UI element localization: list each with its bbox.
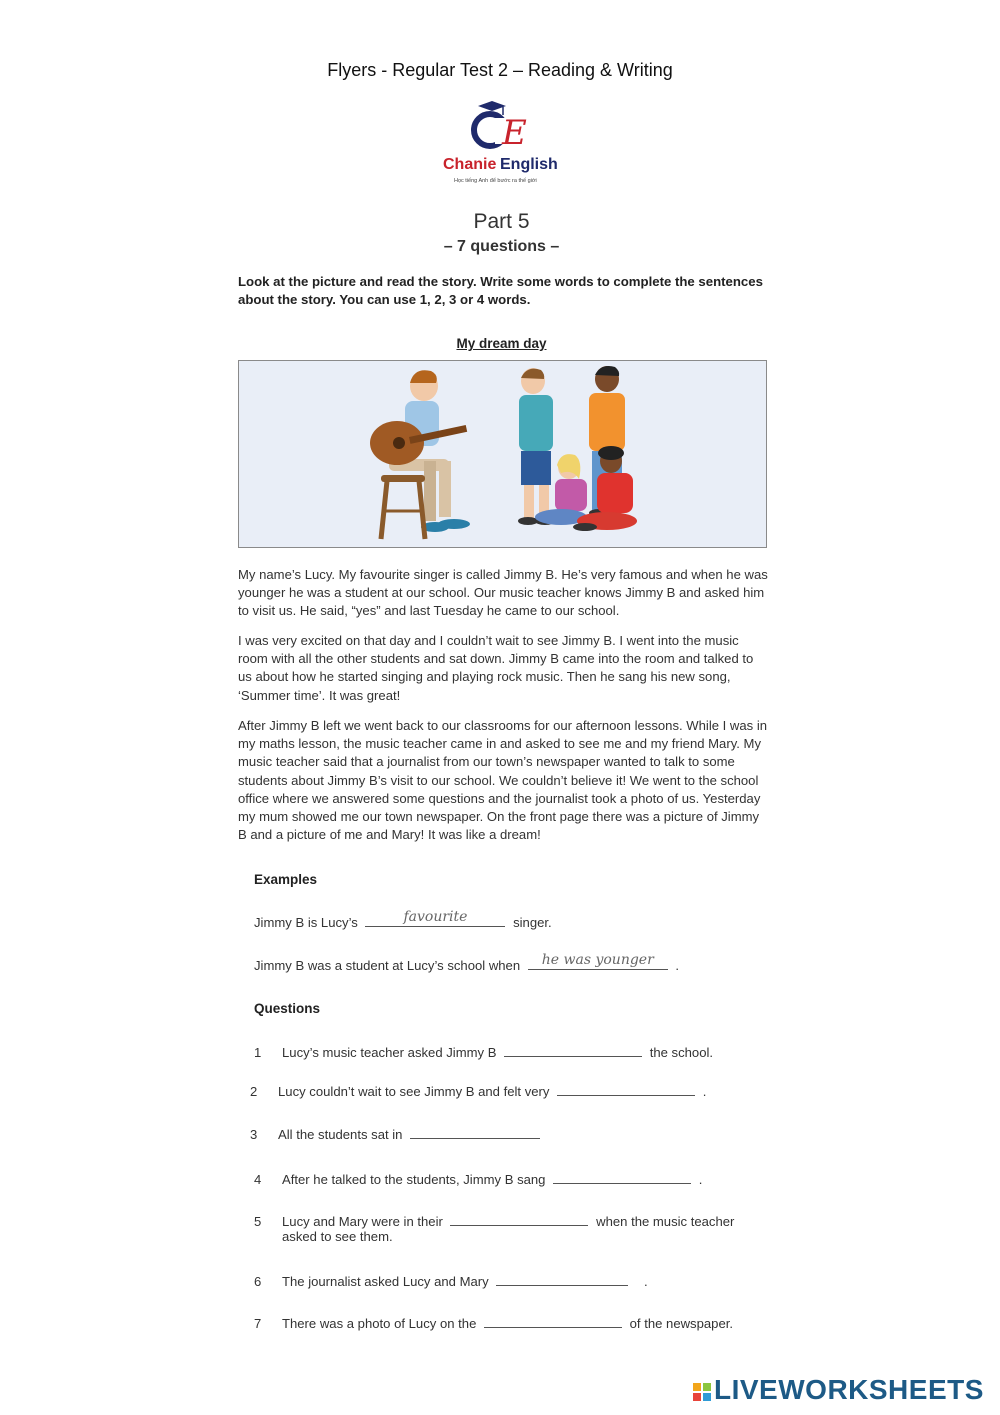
example-line-2 [254, 952, 680, 973]
question-5-text: Lucy and Mary were in their [282, 1214, 443, 1229]
question-1 [254, 1042, 713, 1060]
part-title: Part 5 [473, 210, 530, 233]
question-5-number: 5 [254, 1214, 262, 1229]
question-1-number: 1 [254, 1045, 262, 1060]
logo-brand-english: English [500, 156, 558, 173]
question-6-answer-input[interactable] [496, 1271, 628, 1286]
question-2-number: 2 [250, 1084, 258, 1099]
example-2-answer: he was younger [541, 952, 654, 968]
logo-emblem-icon [440, 100, 564, 186]
question-6-number: 6 [254, 1274, 262, 1289]
question-6-text: The journalist asked Lucy and Mary [282, 1274, 489, 1289]
question-5-answer-input[interactable] [450, 1211, 588, 1226]
question-4-text-end: . [698, 1172, 703, 1187]
question-3 [250, 1124, 544, 1142]
story-title: My dream day [456, 336, 547, 351]
instructions: Look at the picture and read the story. Write some words to complete the sentences about the story. You can use 1, 2, 3 or 4 words. [238, 274, 763, 307]
story-paragraph-3: After Jimmy B left we went back to our classrooms for our afternoon lessons. While I was in my maths lesson, the music teacher came in and asked to see me and my friend Mary. My music teacher said that a journalist from our town’s newspaper wanted to talk to some students about Jimmy B’s visit to our school. We couldn’t believe it! We went to the school office where we answered some questions and the journalist took a photo of us. Yesterday my mum showed me our town newspaper. On the front page there was a picture of Jimmy B and a picture of me and Mary! It was like a dream! [238, 718, 768, 843]
example-2-answer-blank [528, 952, 668, 970]
question-7-text-end: of the newspaper. [629, 1316, 734, 1331]
page-header-title: Flyers - Regular Test 2 – Reading & Writing [327, 60, 673, 80]
question-5-continuation: asked to see them. [282, 1229, 393, 1244]
question-2-text: Lucy couldn’t wait to see Jimmy B and felt very [278, 1084, 550, 1099]
story-paragraph-2: I was very excited on that day and I couldn’t wait to see Jimmy B. I went into the music room with all the other students and sat down. Jimmy B came into the room and talked to us about how he started singing and playing rock music. Then he sang his new song, ‘Summer time’. It was great! [238, 633, 754, 703]
logo-tagline: Học tiếng Anh để bước ra thế giới [454, 178, 537, 184]
question-4-answer-input[interactable] [553, 1169, 691, 1184]
example-line-1 [254, 909, 552, 930]
guitar-player-figure [370, 370, 470, 539]
question-5-text-end: when the music teacher [596, 1214, 735, 1229]
question-6 [254, 1271, 648, 1289]
example-1-text-end: singer. [513, 915, 552, 930]
examples-heading: Examples [254, 872, 318, 887]
part-subtitle: – 7 questions – [443, 238, 560, 255]
liveworksheets-wordmark: LIVEWORKSHEETS [714, 1374, 984, 1405]
question-7-answer-input[interactable] [484, 1313, 622, 1328]
question-3-text: All the students sat in [278, 1127, 403, 1142]
chanie-english-logo [440, 100, 564, 186]
question-7-number: 7 [254, 1316, 262, 1331]
question-4 [254, 1169, 702, 1187]
question-1-text-end: the school. [649, 1045, 714, 1060]
story-paragraph-1: My name’s Lucy. My favourite singer is called Jimmy B. He’s very famous and when he was younger he was a student at our school. Our music teacher knows Jimmy B and asked him to visit us. He said, “yes” and last Tuesday he came to our school. [238, 567, 768, 619]
question-3-answer-input[interactable] [410, 1124, 540, 1139]
question-6-text-end: . [643, 1274, 648, 1289]
logo-brand-chanie: Chanie [443, 156, 497, 173]
example-1-answer-blank [365, 909, 505, 927]
liveworksheets-brand [692, 1374, 984, 1406]
question-7-text: There was a photo of Lucy on the [282, 1316, 477, 1331]
question-2 [250, 1081, 706, 1099]
example-2-text: Jimmy B was a student at Lucy’s school when [254, 958, 521, 973]
question-7 [254, 1313, 733, 1331]
liveworksheets-logo-icon [692, 1382, 714, 1402]
question-1-answer-input[interactable] [504, 1042, 642, 1057]
example-2-text-end: . [675, 958, 680, 973]
question-4-number: 4 [254, 1172, 262, 1187]
question-1-text: Lucy’s music teacher asked Jimmy B [282, 1045, 497, 1060]
question-2-answer-input[interactable] [557, 1081, 695, 1096]
example-1-text: Jimmy B is Lucy’s [254, 915, 358, 930]
question-3-number: 3 [250, 1127, 258, 1142]
question-4-text: After he talked to the students, Jimmy B sang [282, 1172, 546, 1187]
questions-heading: Questions [254, 1001, 321, 1016]
standing-boy-figure [518, 368, 555, 525]
question-2-text-end: . [702, 1084, 707, 1099]
question-5 [254, 1211, 734, 1229]
logo-monogram: E [502, 113, 527, 153]
example-1-answer: favourite [403, 909, 468, 925]
story-illustration [238, 360, 767, 548]
